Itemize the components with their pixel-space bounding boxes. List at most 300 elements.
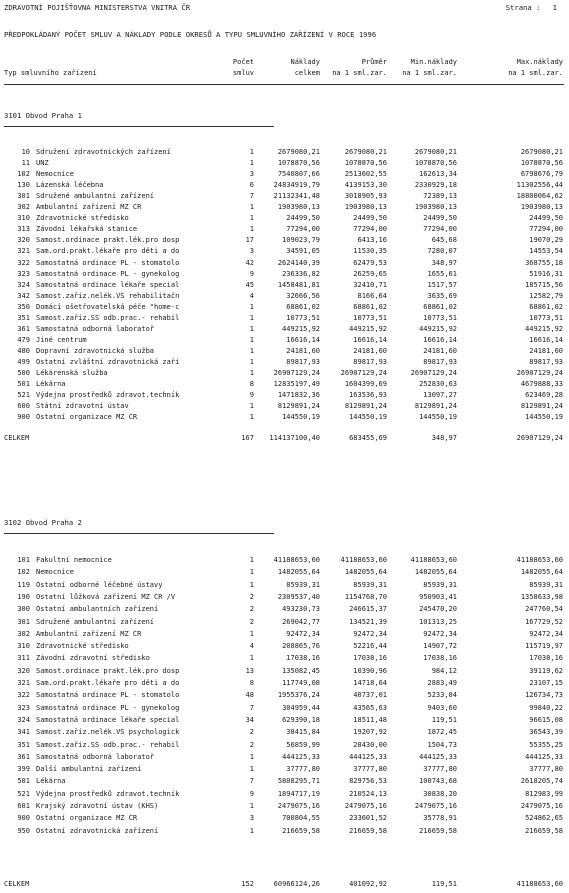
col-total-l1: Náklady [290, 58, 320, 66]
cell-count: 4 [249, 291, 254, 300]
cell-max: 68861,02 [529, 302, 563, 311]
cell-type: Lékárna [36, 380, 66, 389]
cell-max: 2479075,16 [520, 802, 563, 810]
total-max: 26907129,24 [516, 434, 563, 442]
cell-min: 216659,58 [419, 826, 457, 835]
cell-code: 521 [17, 789, 30, 798]
cell-min: 119,51 [431, 715, 457, 724]
table-row [0, 148, 569, 159]
cell-code: 313 [17, 225, 30, 234]
total-min: 348,97 [431, 434, 457, 442]
cell-type: ÚNZ [36, 159, 49, 168]
cell-total: 208865,76 [282, 642, 320, 651]
cell-min: 444125,33 [419, 752, 457, 761]
cell-total: 304959,44 [282, 703, 320, 712]
cell-type: Krajský zdravotní ústav (KHS) [36, 802, 159, 810]
cell-type: Ostatní lůžková zařízení MZ ČR /V [36, 592, 176, 601]
cell-min: 30838,20 [423, 789, 457, 798]
cell-min: 2679080,21 [414, 148, 457, 156]
col-min-l1: Min.náklady [410, 58, 457, 66]
col-count-l2: smluv [232, 69, 254, 77]
cell-code: 501 [17, 777, 30, 786]
cell-min: 26907129,24 [410, 369, 457, 377]
cell-max: 812983,99 [525, 789, 563, 798]
header-rule [4, 84, 564, 85]
cell-count: 9 [249, 391, 254, 400]
cell-code: 11 [21, 159, 30, 168]
cell-min: 100743,68 [419, 777, 457, 786]
cell-max: 10773,51 [529, 313, 563, 322]
cell-max: 6798676,79 [520, 170, 563, 179]
cell-min: 14907,72 [423, 642, 457, 651]
table-row [0, 630, 569, 641]
cell-count: 1 [249, 629, 254, 638]
cell-code: 341 [17, 728, 30, 737]
cell-count: 45 [245, 280, 254, 289]
cell-count: 2 [249, 617, 254, 626]
cell-type: Domácí ošetřovatelská péče "home-c [36, 302, 180, 311]
cell-total: 89817,93 [286, 357, 320, 366]
cell-min: 2330929,18 [414, 181, 457, 190]
cell-min: 77294,00 [423, 225, 457, 234]
cell-code: 501 [17, 380, 30, 389]
cell-total: 269042,77 [282, 617, 320, 626]
cell-max: 1903980,13 [520, 203, 563, 212]
cell-code: 302 [17, 629, 30, 638]
cell-max: 18800064,62 [516, 192, 563, 201]
table-row [0, 380, 569, 391]
cell-count: 1 [249, 752, 254, 761]
cell-type: Zdravotnické středisko [36, 642, 129, 651]
cell-min: 89817,93 [423, 357, 457, 366]
cell-code: 322 [17, 691, 30, 700]
cell-total: 135082,45 [282, 666, 320, 675]
cell-min: 1517,57 [427, 280, 457, 289]
table-row [0, 716, 569, 727]
cell-total: 5808295,71 [277, 777, 320, 786]
cell-code: 301 [17, 192, 30, 201]
cell-min: 348,97 [431, 258, 457, 267]
cell-count: 1 [249, 159, 254, 168]
cell-total: 56859,99 [286, 740, 320, 749]
cell-min: 645,68 [431, 236, 457, 245]
cell-max: 14553,54 [529, 247, 563, 256]
cell-code: 102 [17, 568, 30, 577]
cell-count: 1 [249, 765, 254, 774]
cell-code: 479 [17, 335, 30, 344]
table-row [0, 556, 569, 567]
cell-type: Závodní lékařská stanice [36, 225, 138, 234]
table-row [0, 292, 569, 303]
cell-avg: 17038,16 [353, 654, 387, 663]
cell-code: 350 [17, 302, 30, 311]
cell-min: 984,12 [431, 666, 457, 675]
col-min-l2: na 1 sml.zar. [402, 69, 457, 77]
cell-code: 521 [17, 391, 30, 400]
cell-max: 96615,08 [529, 715, 563, 724]
table-row [0, 618, 569, 629]
cell-min: 1872,45 [427, 728, 457, 737]
cell-count: 3 [249, 247, 254, 256]
cell-max: 23107,15 [529, 679, 563, 687]
cell-code: 101 [17, 556, 30, 564]
cell-total: 85939,31 [286, 580, 320, 589]
cell-min: 37777,80 [423, 765, 457, 774]
cell-count: 17 [245, 236, 254, 245]
cell-total: 2309537,40 [277, 592, 320, 601]
cell-max: 4679888,33 [520, 380, 563, 389]
cell-avg: 10773,51 [353, 313, 387, 322]
cell-type: Lékárenská služba [36, 369, 108, 377]
table-row [0, 667, 569, 678]
cell-avg: 24181,60 [353, 346, 387, 355]
cell-type: Další ambulantní zařízení [36, 765, 142, 774]
table-row [0, 568, 569, 579]
cell-max: 99840,22 [529, 703, 563, 712]
cell-max: 55355,25 [529, 740, 563, 749]
cell-min: 24181,60 [423, 346, 457, 355]
cell-avg: 829756,53 [349, 777, 387, 786]
table-row [0, 281, 569, 292]
cell-code: 320 [17, 236, 30, 245]
cell-min: 1903980,13 [414, 203, 457, 212]
cell-min: 41188653,60 [410, 556, 457, 564]
cell-min: 3635,69 [427, 291, 457, 300]
cell-total: 1903980,13 [277, 203, 320, 212]
cell-total: 37777,80 [286, 765, 320, 774]
cell-type: Fakultní nemocnice [36, 556, 112, 564]
cell-max: 1358633,98 [520, 592, 563, 601]
cell-type: Státní zdravotní ústav [36, 402, 129, 411]
cell-total: 77294,00 [286, 225, 320, 234]
cell-min: 950903,41 [419, 592, 457, 601]
cell-code: 324 [17, 715, 30, 724]
cell-code: 302 [17, 203, 30, 212]
cell-code: 300 [17, 605, 30, 614]
cell-count: 1 [249, 302, 254, 311]
cell-count: 1 [249, 654, 254, 663]
col-avg-l1: Průměr [361, 58, 387, 66]
cell-type: Sam.ord.prakt.lékaře pro děti a do [36, 247, 180, 256]
cell-type: Výdejna prostředků zdravot.techník [36, 391, 180, 400]
table-row [0, 159, 569, 170]
col-total-l2: celkem [294, 69, 320, 77]
cell-avg: 26907129,24 [340, 369, 387, 377]
cell-min: 85939,31 [423, 580, 457, 589]
cell-min: 72389,13 [423, 192, 457, 201]
total-label: CELKEM [4, 434, 30, 442]
cell-min: 101313,25 [419, 617, 457, 626]
total-row [0, 434, 569, 445]
cell-max: 449215,92 [525, 324, 563, 333]
table-row [0, 358, 569, 369]
cell-type: Samostatná ordinace lékaře special [36, 280, 180, 289]
cell-total: 117749,08 [282, 679, 320, 687]
cell-type: Ostatní organizace MZ ČR [36, 814, 138, 823]
cell-code: 342 [17, 291, 30, 300]
cell-type: Samostatná odborná laboratoř [36, 324, 155, 333]
cell-code: 900 [17, 814, 30, 823]
cell-avg: 92472,34 [353, 629, 387, 638]
cell-code: 323 [17, 269, 30, 278]
cell-type: Závodní zdravotní středisko [36, 654, 150, 663]
cell-count: 1 [249, 324, 254, 333]
total-max: 41188653,60 [516, 880, 563, 888]
cell-type: Samost.zaříz.SŠ odb.prac.- rehabil [36, 740, 180, 749]
col-max-l2: na 1 sml.zar. [508, 69, 563, 77]
cell-avg: 233601,52 [349, 814, 387, 823]
cell-max: 524862,65 [525, 814, 563, 823]
page-label: Strana : [505, 3, 541, 12]
table-row [0, 314, 569, 325]
table-row [0, 679, 569, 690]
cell-avg: 37777,80 [353, 765, 387, 774]
cell-avg: 28430,00 [353, 740, 387, 749]
cell-code: 190 [17, 592, 30, 601]
cell-count: 3 [249, 814, 254, 823]
cell-total: 26907129,24 [273, 369, 320, 377]
cell-min: 1482055,64 [414, 568, 457, 577]
cell-code: 361 [17, 324, 30, 333]
cell-avg: 68861,02 [353, 302, 387, 311]
cell-max: 247760,54 [525, 605, 563, 614]
cell-total: 1471832,36 [277, 391, 320, 400]
cell-total: 32666,56 [286, 291, 320, 300]
cell-count: 42 [245, 258, 254, 267]
cell-count: 1 [249, 826, 254, 835]
cell-total: 68861,02 [286, 302, 320, 311]
table-row [0, 814, 569, 825]
cell-max: 167729,52 [525, 617, 563, 626]
cell-type: Samost.ordinace prakt.lék.pro dosp [36, 236, 180, 245]
cell-count: 1 [249, 357, 254, 366]
cell-code: 351 [17, 313, 30, 322]
cell-count: 1 [249, 313, 254, 322]
cell-avg: 8129891,24 [344, 402, 387, 411]
cell-code: 480 [17, 346, 30, 355]
cell-code: 10 [21, 148, 30, 156]
cell-min: 252830,63 [419, 380, 457, 389]
cell-max: 216659,58 [525, 826, 563, 835]
cell-avg: 1604399,69 [344, 380, 387, 389]
cell-avg: 19207,92 [353, 728, 387, 737]
cell-max: 16616,14 [529, 335, 563, 344]
cell-code: 119 [17, 580, 30, 589]
total-total: 60966124,26 [273, 880, 320, 888]
cell-avg: 24499,50 [353, 214, 387, 223]
cell-min: 1655,61 [427, 269, 457, 278]
cell-code: 321 [17, 679, 30, 687]
cell-max: 19070,29 [529, 236, 563, 245]
cell-code: 102 [17, 170, 30, 179]
total-min: 119,51 [431, 880, 457, 888]
cell-count: 48 [245, 691, 254, 700]
cell-min: 10773,51 [423, 313, 457, 322]
cell-count: 2 [249, 740, 254, 749]
cell-code: 322 [17, 258, 30, 267]
cell-total: 1894717,19 [277, 789, 320, 798]
cell-total: 41188653,60 [273, 556, 320, 564]
cell-avg: 134521,39 [349, 617, 387, 626]
cell-total: 10773,51 [286, 313, 320, 322]
cell-total: 12835197,49 [273, 380, 320, 389]
cell-type: Výdejna prostředků zdravot.techník [36, 789, 180, 798]
cell-code: 361 [17, 752, 30, 761]
cell-code: 601 [17, 802, 30, 810]
cell-total: 493230,73 [282, 605, 320, 614]
cell-avg: 43565,63 [353, 703, 387, 712]
cell-total: 21132341,48 [273, 192, 320, 201]
cell-avg: 1078870,56 [344, 159, 387, 168]
cell-type: Zdravotnické středisko [36, 214, 129, 223]
cell-total: 1078870,56 [277, 159, 320, 168]
cell-total: 7540807,66 [277, 170, 320, 179]
col-type: Typ smluvního zařízení [4, 69, 97, 77]
cell-count: 8 [249, 380, 254, 389]
cell-type: Samostatná odborná laboratoř [36, 752, 155, 761]
cell-total: 2679080,21 [277, 148, 320, 156]
cell-code: 900 [17, 413, 30, 422]
table-row [0, 402, 569, 413]
cell-type: Ostatní zvláštní zdravotnická zaří [36, 357, 180, 366]
cell-count: 1 [249, 225, 254, 234]
table-row [0, 203, 569, 214]
section-rule [4, 126, 274, 127]
cell-code: 311 [17, 654, 30, 663]
cell-count: 1 [249, 335, 254, 344]
cell-type: Ostatní zdravotnická zařízení [36, 826, 159, 835]
cell-count: 1 [249, 369, 254, 377]
section-title: 3101 Obvod Praha 1 [4, 111, 82, 120]
table-row [0, 593, 569, 604]
cell-max: 77294,00 [529, 225, 563, 234]
total-count: 167 [241, 434, 254, 442]
cell-max: 26907129,24 [516, 369, 563, 377]
cell-max: 2679080,21 [520, 148, 563, 156]
table-row [0, 654, 569, 665]
cell-avg: 6413,16 [357, 236, 387, 245]
cell-code: 600 [17, 402, 30, 411]
cell-avg: 77294,00 [353, 225, 387, 234]
cell-avg: 163536,93 [349, 391, 387, 400]
cell-avg: 52216,44 [353, 642, 387, 651]
cell-type: Lázenská léčebna [36, 181, 104, 190]
cell-max: 92472,34 [529, 629, 563, 638]
cell-max: 1078870,56 [520, 159, 563, 168]
cell-type: Samostatná ordinace PL - gynekolog [36, 269, 180, 278]
col-avg-l2: na 1 sml.zar. [332, 69, 387, 77]
cell-total: 444125,33 [282, 752, 320, 761]
cell-total: 216659,58 [282, 826, 320, 835]
cell-count: 7 [249, 192, 254, 201]
cell-code: 324 [17, 280, 30, 289]
cell-type: Samostatná ordinace PL - stomatolo [36, 258, 180, 267]
cell-count: 1 [249, 568, 254, 577]
cell-avg: 26259,65 [353, 269, 387, 278]
cell-avg: 41188653,60 [340, 556, 387, 564]
cell-avg: 1154768,70 [344, 592, 387, 601]
cell-count: 1 [249, 802, 254, 810]
cell-code: 310 [17, 642, 30, 651]
cell-count: 13 [245, 666, 254, 675]
cell-min: 17038,16 [423, 654, 457, 663]
cell-avg: 3018905,93 [344, 192, 387, 201]
cell-avg: 1482055,64 [344, 568, 387, 577]
cell-min: 8129891,24 [414, 402, 457, 411]
table-row [0, 391, 569, 402]
cell-total: 2479075,16 [277, 802, 320, 810]
cell-max: 623469,28 [525, 391, 563, 400]
cell-max: 41188653,60 [516, 556, 563, 564]
cell-min: 144550,19 [419, 413, 457, 422]
cell-avg: 8166,64 [357, 291, 387, 300]
cell-type: Lékárna [36, 777, 66, 786]
cell-type: Samost.zaříz.nelék.VŠ rehabilitačn [36, 291, 180, 300]
report-subtitle: PŘEDPOKLÁDANÝ POČET SMLUV A NÁKLADY PODLE OKRESŮ A TYPU SMLUVNÍHO ZAŘÍZENÍ V ROCE 1996 [4, 30, 377, 39]
cell-total: 2624140,39 [277, 258, 320, 267]
cell-type: Ostatní odborné léčebné ústavy [36, 580, 163, 589]
cell-type: Sdružené ambulantní zařízení [36, 617, 155, 626]
cell-min: 68861,02 [423, 302, 457, 311]
cell-count: 4 [249, 642, 254, 651]
cell-max: 8129891,24 [520, 402, 563, 411]
cell-avg: 18511,48 [353, 715, 387, 724]
cell-count: 1 [249, 413, 254, 422]
cell-min: 92472,34 [423, 629, 457, 638]
cell-avg: 1903980,13 [344, 203, 387, 212]
cell-total: 17038,16 [286, 654, 320, 663]
cell-max: 11302556,44 [516, 181, 563, 190]
cell-max: 144550,19 [525, 413, 563, 422]
cell-code: 323 [17, 703, 30, 712]
table-row [0, 170, 569, 181]
table-row [0, 753, 569, 764]
cell-type: Nemocnice [36, 568, 74, 577]
table-row [0, 581, 569, 592]
table-row [0, 270, 569, 281]
cell-min: 13097,27 [423, 391, 457, 400]
cell-type: Samost.zaříz.nelék.VŠ psychologick [36, 728, 180, 737]
cell-max: 89817,93 [529, 357, 563, 366]
cell-code: 499 [17, 357, 30, 366]
cell-total: 449215,92 [282, 324, 320, 333]
cell-count: 7 [249, 703, 254, 712]
cell-avg: 10390,96 [353, 666, 387, 675]
cell-code: 950 [17, 826, 30, 835]
page-value: 1 [552, 3, 557, 12]
table-row [0, 827, 569, 838]
table-row [0, 347, 569, 358]
cell-count: 3 [249, 170, 254, 179]
table-row [0, 741, 569, 752]
table-row [0, 605, 569, 616]
cell-type: Samostatná ordinace lékaře special [36, 715, 180, 724]
total-row [0, 880, 569, 891]
cell-count: 1 [249, 556, 254, 564]
cell-avg: 85939,31 [353, 580, 387, 589]
table-row [0, 192, 569, 203]
cell-count: 1 [249, 203, 254, 212]
cell-type: Ambulantní zařízení MZ ČR [36, 629, 142, 638]
cell-total: 34591,05 [286, 247, 320, 256]
cell-max: 368755,18 [525, 258, 563, 267]
cell-min: 245470,20 [419, 605, 457, 614]
cell-count: 1 [249, 214, 254, 223]
cell-total: 16616,14 [286, 335, 320, 344]
table-row [0, 181, 569, 192]
cell-code: 301 [17, 617, 30, 626]
cell-avg: 14718,64 [353, 679, 387, 687]
